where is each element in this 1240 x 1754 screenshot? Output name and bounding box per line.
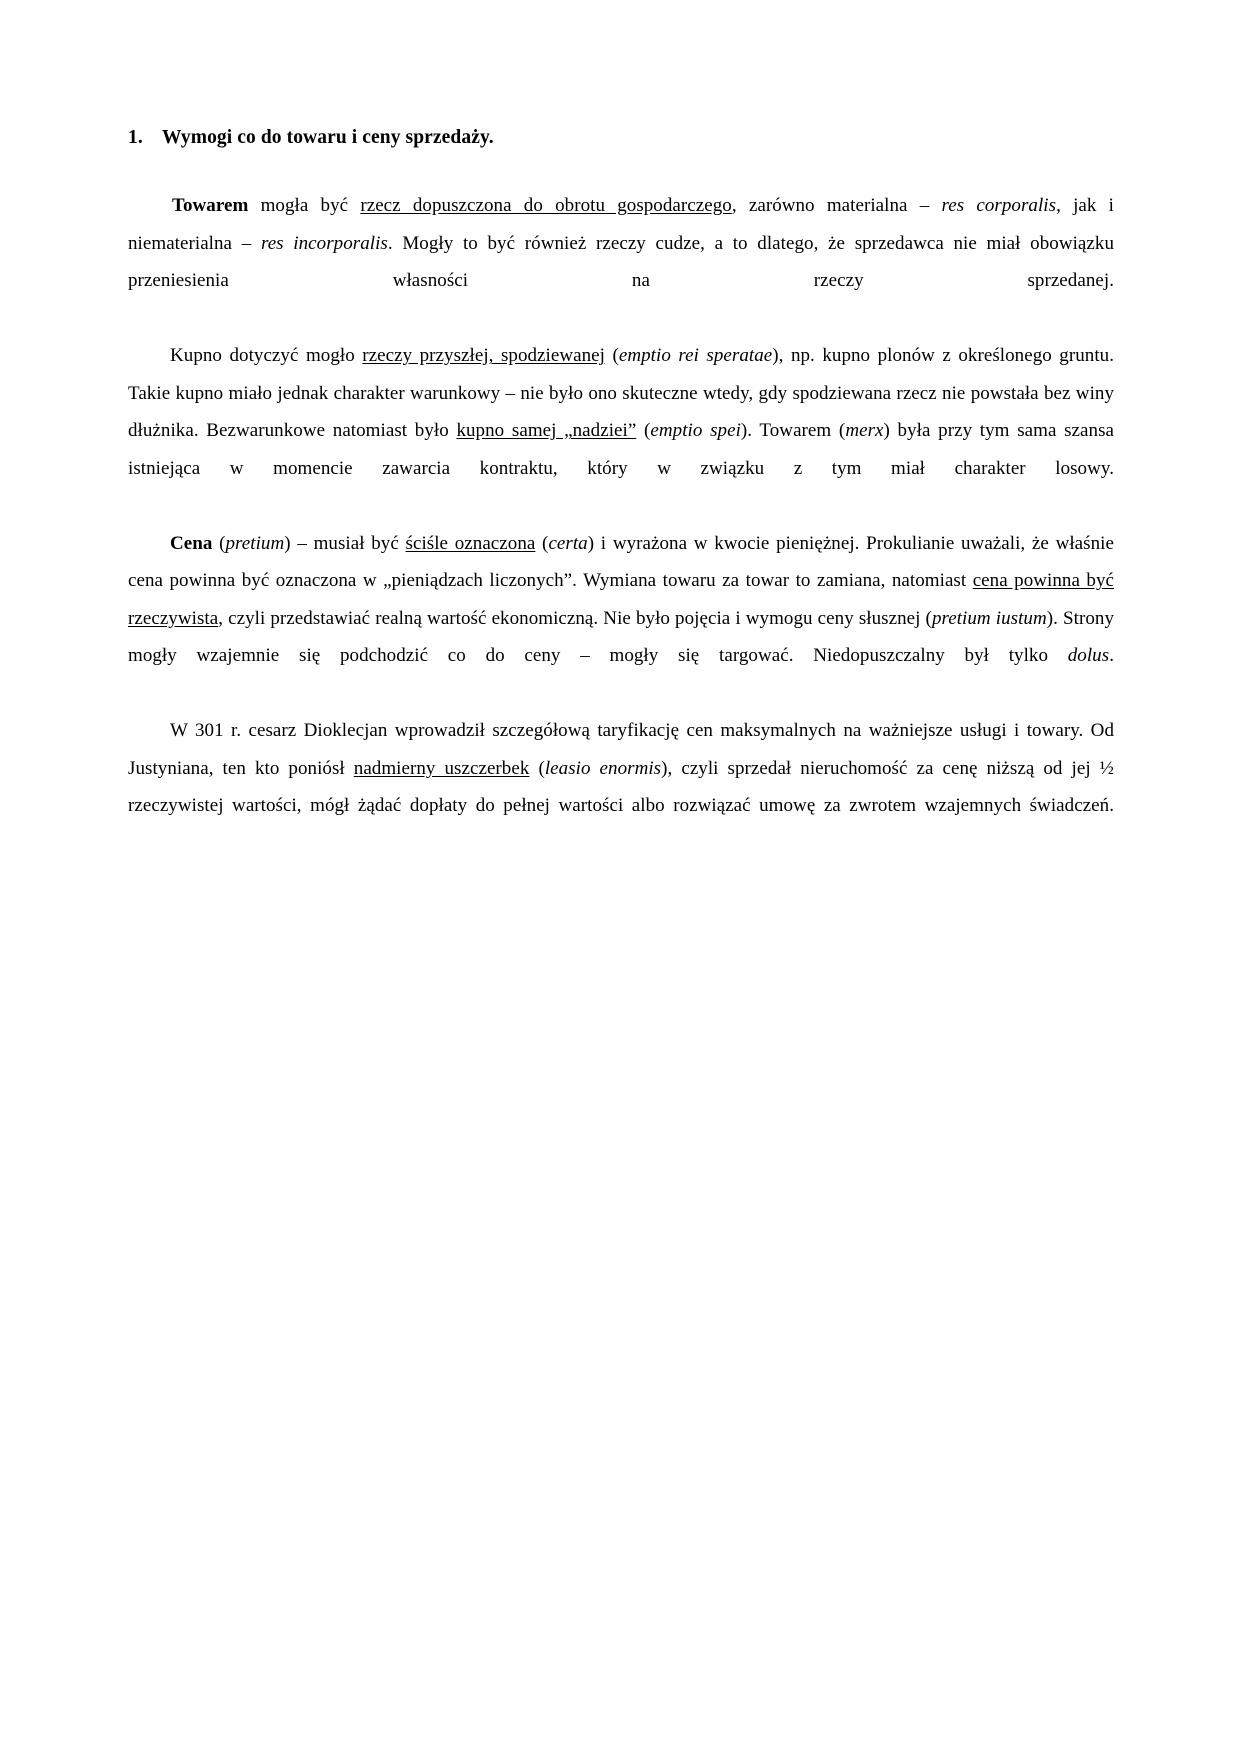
text-run: ), np. kupno plonów z określonego gruntu. Takie kupno miało jednak charakter warunkowy – nie było ono skuteczne wtedy, gdy spodziewana rzecz nie powstała bez winy dłużnika. Bezwarunkowe natomiast było: [128, 345, 1114, 442]
bold-run: Cena: [170, 532, 213, 554]
italic-run: certa: [548, 532, 588, 554]
text-run: ) i wyrażona w kwocie pieniężnej. Prokulianie uważali, że właśnie cena powinna być oznaczona w „pieniądzach liczonych”. Wymiana towaru za towar to zamiana, natomiast: [128, 532, 1114, 592]
text-run: ). Strony mogły wzajemnie się podchodzić co do ceny – mogły się targować. Niedopuszczalny był tylko: [128, 607, 1115, 667]
text-run: (: [529, 757, 545, 779]
italic-run: dolus: [1067, 645, 1110, 667]
italic-run: res corporalis: [941, 195, 1057, 217]
italic-run: leasio enormis: [544, 757, 662, 779]
underlined-run: ściśle oznaczona: [405, 532, 536, 554]
text-run: . Mogły to być również rzeczy cudze, a to dlatego, że sprzedawca nie miał obowiązku przeniesienia własności na rzeczy sprzedanej.: [128, 232, 1114, 292]
text-run: ), czyli sprzedał nieruchomość za cenę niższą od jej ½ rzeczywistej wartości, mógł żądać dopłaty do pełnej wartości albo rozwiązać umowę za zwrotem wzajemnych świadczeń.: [128, 757, 1114, 817]
underlined-run: nadmierny uszczerbek: [353, 757, 530, 779]
bold-run: Towarem: [172, 195, 249, 217]
paragraph-kupno: [128, 337, 1114, 525]
italic-run: pretium iustum: [931, 607, 1047, 629]
underlined-run: cena powinna być rzeczywista: [128, 570, 1115, 629]
italic-run: pretium: [225, 532, 285, 554]
italic-run: emptio rei speratae: [618, 345, 773, 367]
text-run: .: [1109, 645, 1114, 667]
text-run: , zarówno materialna –: [731, 195, 942, 217]
italic-run: merx: [845, 420, 884, 442]
underlined-run: kupno samej „nadziei”: [456, 420, 637, 442]
page-title: [128, 126, 1114, 149]
italic-run: res incorporalis: [260, 232, 388, 254]
italic-run: emptio spei: [650, 420, 741, 442]
underlined-run: rzecz dopuszczona do obrotu gospodarczego: [360, 195, 732, 217]
paragraph-cena: [128, 525, 1114, 713]
text-run: (: [636, 420, 651, 442]
text-run: (: [535, 532, 549, 554]
text-run: (: [212, 532, 226, 554]
text-run: , czyli przedstawiać realną wartość ekonomiczną. Nie było pojęcia i wymogu ceny słusznej (: [218, 607, 932, 629]
paragraph-list: [128, 187, 1114, 862]
text-run: ) była przy tym sama szansa istniejąca w momencie zawarcia kontraktu, który w związku z tym miał charakter losowy.: [128, 420, 1115, 479]
paragraph-towar: [128, 187, 1114, 337]
heading-text: Wymogi co do towaru i ceny sprzedaży.: [162, 127, 494, 148]
text-run: W 301 r. cesarz Dioklecjan wprowadził szczegółową taryfikację cen maksymalnych na ważniejsze usługi i towary. Od Justyniana, ten kto poniósł: [128, 720, 1114, 779]
heading-number: 1.: [128, 127, 143, 148]
document-body: [128, 126, 1114, 862]
underlined-run: rzeczy przyszłej, spodziewanej: [362, 345, 605, 367]
text-run: ) – musiał być: [284, 532, 406, 554]
text-run: Kupno dotyczyć mogło: [170, 345, 363, 367]
paragraph-dioklecjan: [128, 712, 1114, 862]
text-run: mogła być: [248, 195, 361, 217]
text-run: (: [604, 345, 619, 367]
text-run: , jak i niematerialna –: [128, 195, 1114, 254]
text-run: ). Towarem (: [740, 420, 846, 442]
